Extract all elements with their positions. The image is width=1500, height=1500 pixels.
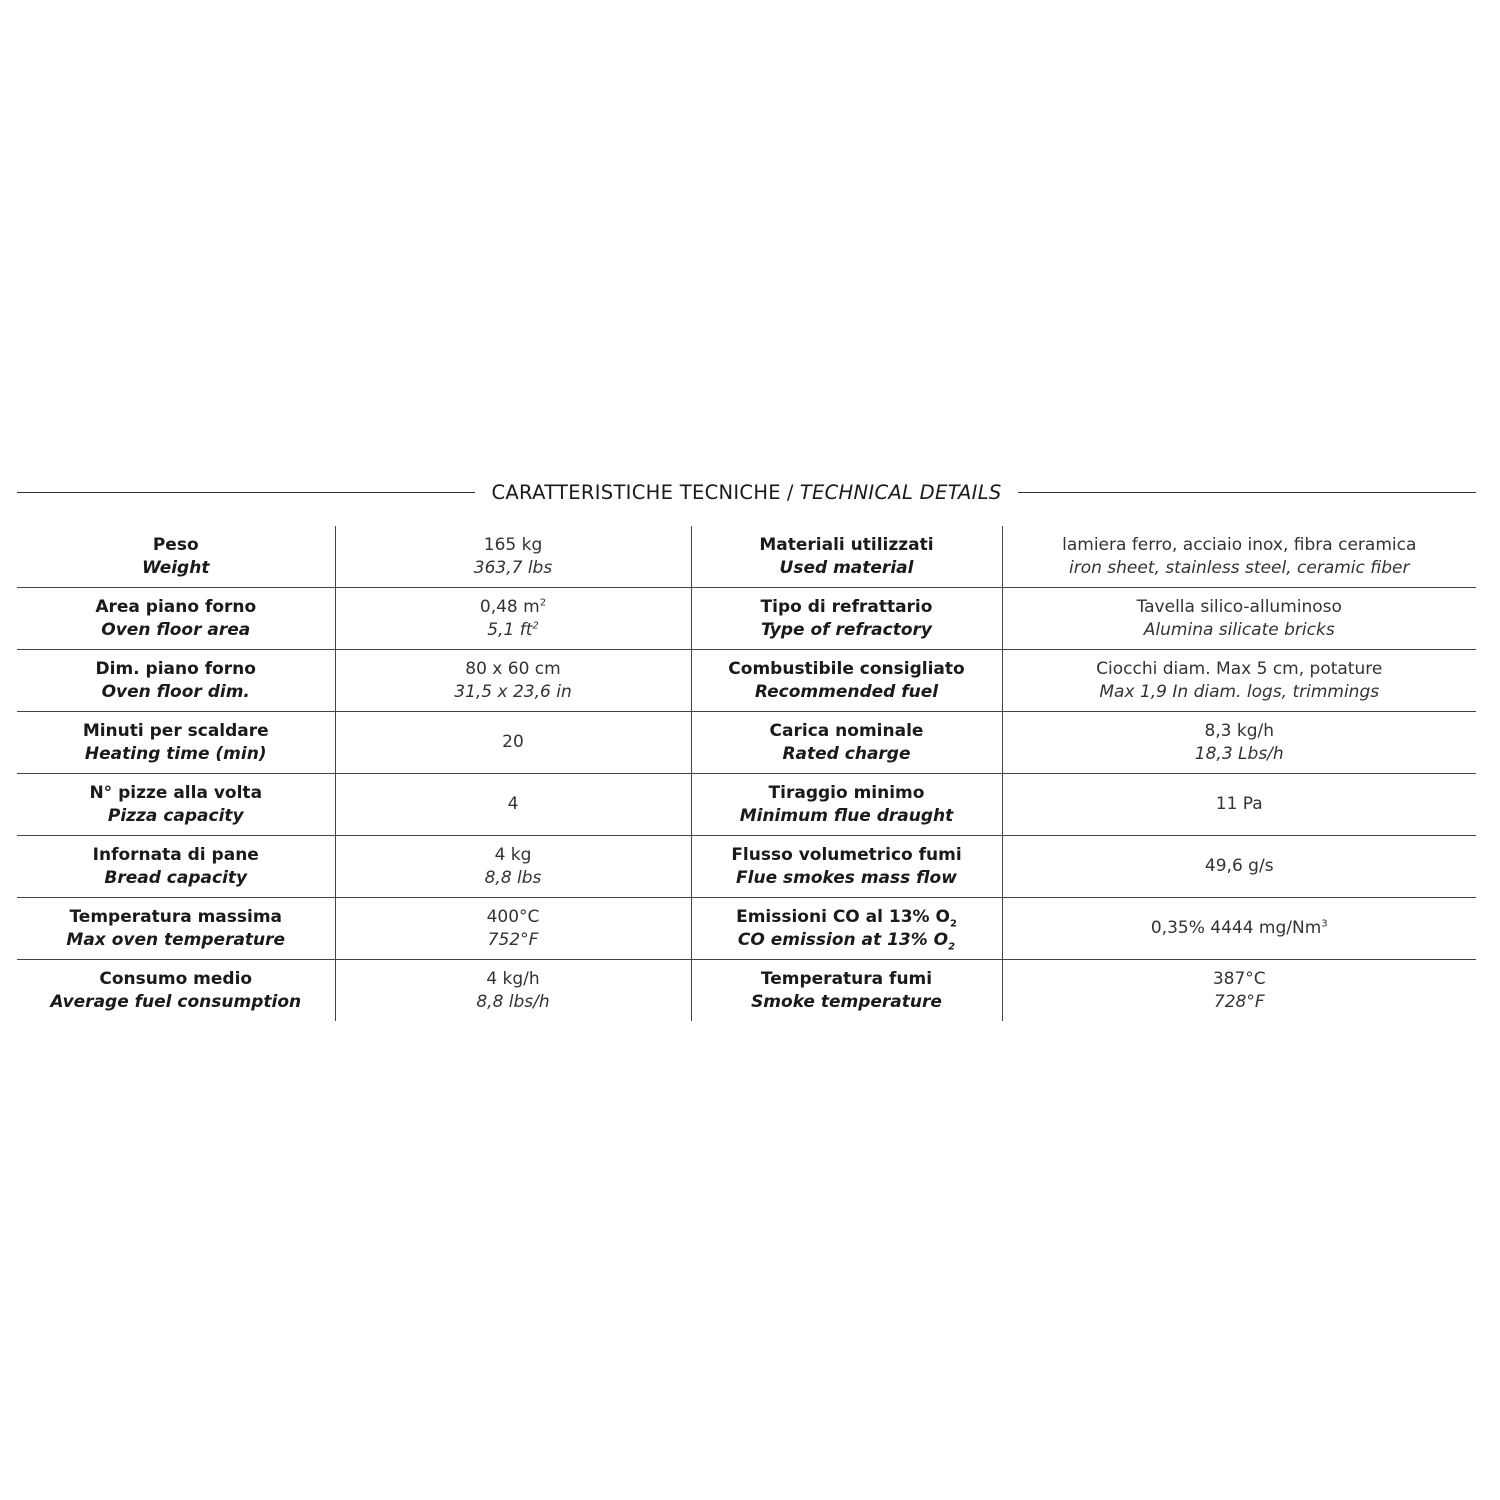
spec-label-type-of-refractory: Tipo di refrattario Type of refractory <box>691 588 1002 650</box>
spec-label-weight: Peso Weight <box>17 526 335 588</box>
spec-value-flue-smokes-mass-flow: 49,6 g/s <box>1002 836 1476 898</box>
section-title-it: CARATTERISTICHE TECNICHE <box>491 480 781 504</box>
spec-label-recommended-fuel: Combustibile consigliato Recommended fuel <box>691 650 1002 712</box>
table-row <box>17 836 1476 898</box>
spec-value-weight: 165 kg 363,7 lbs <box>335 526 691 588</box>
table-row <box>17 650 1476 712</box>
spec-label-max-oven-temperature: Temperatura massima Max oven temperature <box>17 898 335 960</box>
spec-value-heating-time: 20 <box>335 712 691 774</box>
table-row <box>17 898 1476 960</box>
section-title-separator: / <box>786 480 794 504</box>
spec-value-minimum-flue-draught: 11 Pa <box>1002 774 1476 836</box>
spec-value-used-material: lamiera ferro, acciaio inox, fibra ceramica iron sheet, stainless steel, ceramic fiber <box>1002 526 1476 588</box>
table-row <box>17 960 1476 1022</box>
spec-value-max-oven-temperature: 400°C 752°F <box>335 898 691 960</box>
header-rule-left <box>17 492 475 493</box>
spec-value-smoke-temperature: 387°C 728°F <box>1212 968 1266 1012</box>
spec-label-co-emission: Emissioni CO al 13% $O_2$ CO emission at 13% $O_2$ <box>691 898 1002 960</box>
technical-details-table <box>17 526 1476 1021</box>
spec-value-recommended-fuel: Ciocchi diam. Max 5 cm, potature Max 1,9 In diam. logs, trimmings <box>1002 650 1476 712</box>
table-row <box>17 712 1476 774</box>
table-row <box>17 588 1476 650</box>
spec-value-rated-charge: 8,3 kg/h 18,3 Lbs/h <box>1002 712 1476 774</box>
header-rule-right <box>1018 492 1476 493</box>
spec-label-used-material: Materiali utilizzati Used material <box>691 526 1002 588</box>
table-row <box>17 526 1476 588</box>
spec-value-oven-floor-area: 0,48 $m^2$ 5,1 $ft^2$ <box>335 588 691 650</box>
spec-value-pizza-capacity: 4 <box>335 774 691 836</box>
spec-value-bread-capacity: 4 kg 8,8 lbs <box>335 836 691 898</box>
spec-value-type-of-refractory: Tavella silico-alluminoso Alumina silicate bricks <box>1002 588 1476 650</box>
section-header <box>17 478 1476 506</box>
table-row <box>17 774 1476 836</box>
spec-label-heating-time: Minuti per scaldare Heating time (min) <box>17 712 335 774</box>
spec-label-bread-capacity: Infornata di pane Bread capacity <box>17 836 335 898</box>
spec-value-average-fuel-consumption: 4 kg/h 8,8 lbs/h <box>335 960 691 1022</box>
spec-label-flue-smokes-mass-flow: Flusso volumetrico fumi Flue smokes mass flow <box>691 836 1002 898</box>
spec-value-oven-floor-dim: 80 x 60 cm 31,5 x 23,6 in <box>335 650 691 712</box>
spec-label-minimum-flue-draught: Tiraggio minimo Minimum flue draught <box>691 774 1002 836</box>
spec-label-oven-floor-area: Area piano forno Oven floor area <box>17 588 335 650</box>
spec-label-pizza-capacity: N° pizze alla volta Pizza capacity <box>17 774 335 836</box>
spec-label-smoke-temperature: Temperatura fumi Smoke temperature <box>691 960 1002 1022</box>
spec-value-co-emission: 0,35% 4444 mg/Nm$^3$ <box>1002 898 1476 960</box>
spec-label-rated-charge: Carica nominale Rated charge <box>691 712 1002 774</box>
section-title <box>475 481 1017 504</box>
spec-label-oven-floor-dim: Dim. piano forno Oven floor dim. <box>17 650 335 712</box>
spec-label-average-fuel-consumption: Consumo medio Average fuel consumption <box>17 960 335 1022</box>
section-title-en: TECHNICAL DETAILS <box>799 480 1002 504</box>
